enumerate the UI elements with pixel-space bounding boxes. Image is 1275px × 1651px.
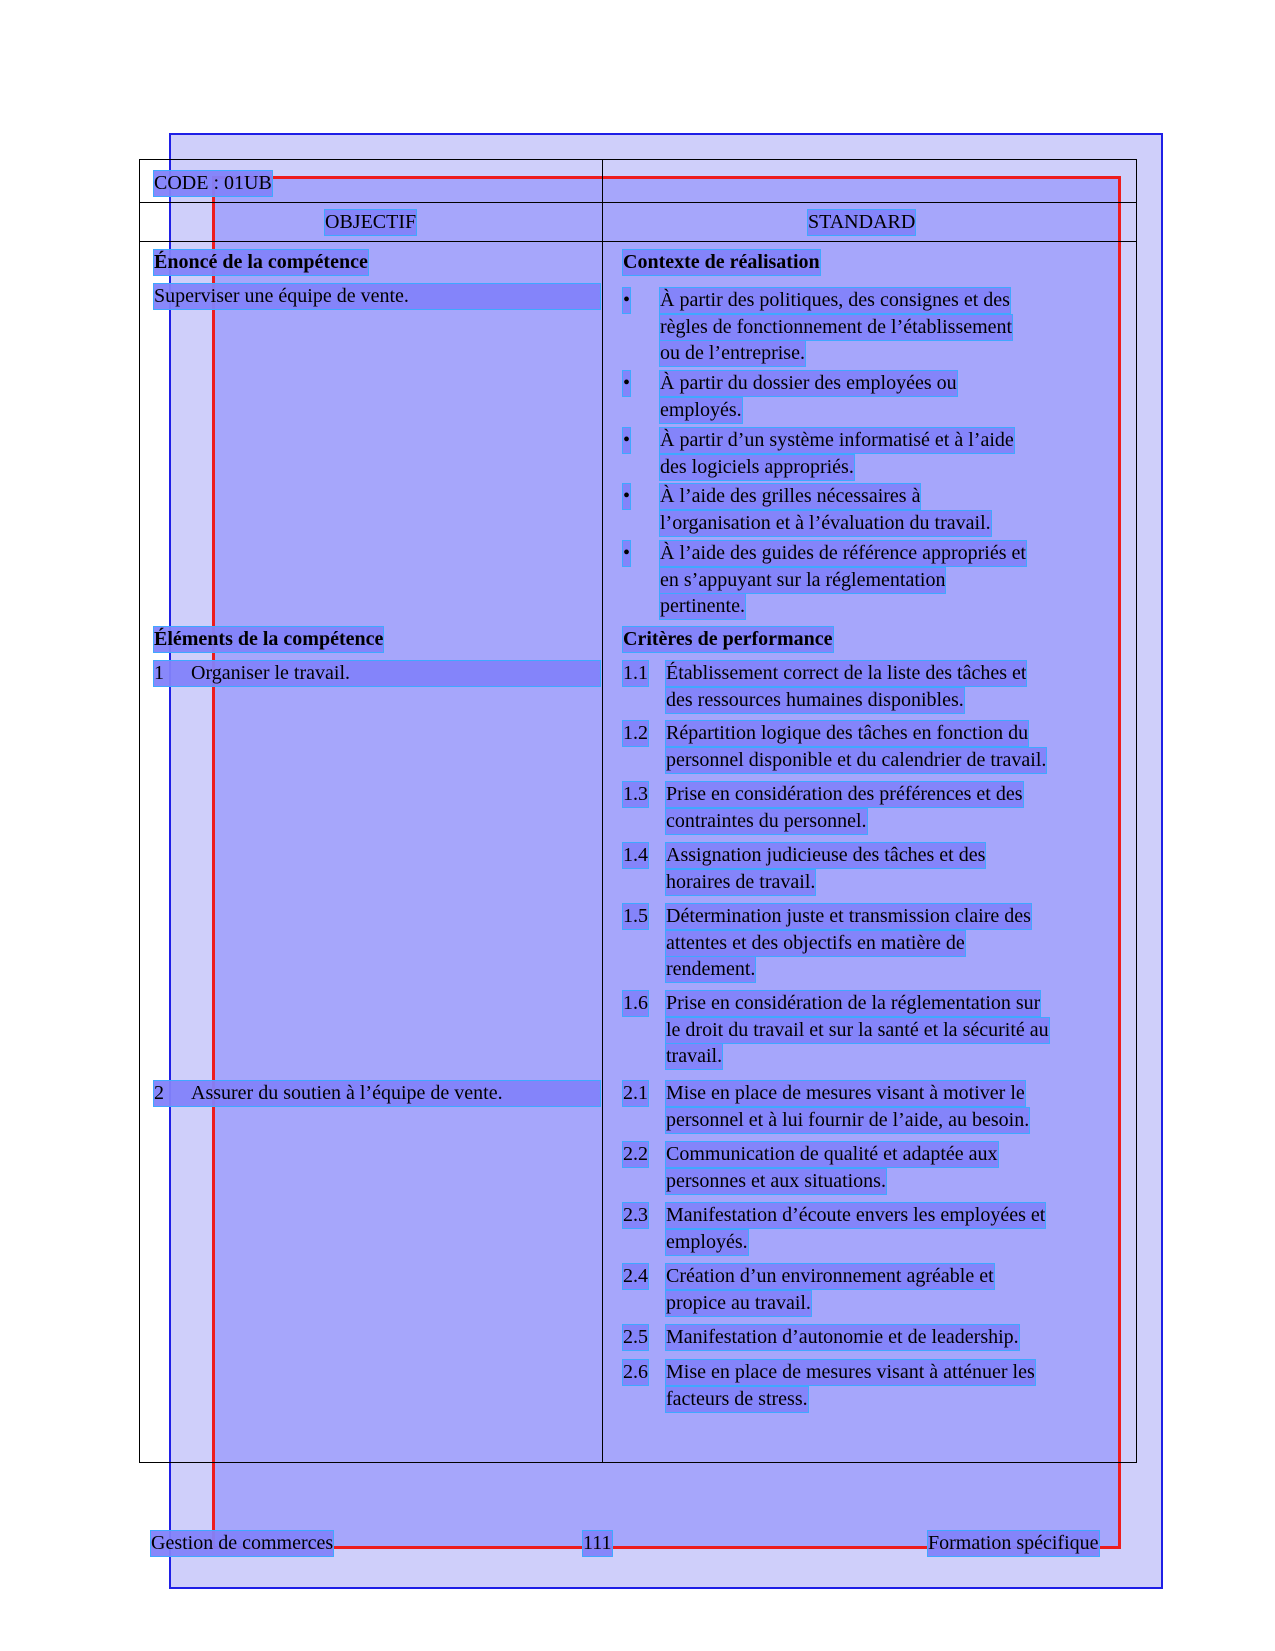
contexte-bullet: •: [623, 542, 631, 564]
contexte-item-line: règles de fonctionnement de l’établissement: [660, 315, 1013, 338]
contexte-item-line: À partir des politiques, des consignes et des: [660, 289, 1010, 311]
footer-right: Formation spécifique: [928, 1532, 1099, 1554]
element-number: 1: [154, 662, 164, 684]
critere-line: Mise en place de mesures visant à motiver le: [666, 1082, 1025, 1104]
contexte-item-line: employés.: [660, 398, 742, 421]
element-text: Organiser le travail.: [191, 662, 351, 684]
critere-line: contraintes du personnel.: [666, 809, 867, 832]
enonce-text: Superviser une équipe de vente.: [154, 284, 600, 309]
critere-number: 2.2: [623, 1143, 648, 1165]
critere-line: Prise en considération de la réglementation sur: [666, 992, 1041, 1014]
critere-line: horaires de travail.: [666, 870, 816, 893]
page-number: 111: [583, 1532, 612, 1554]
contexte-bullet: •: [623, 429, 631, 451]
contexte-item-line: À l’aide des guides de référence appropriés et: [660, 542, 1026, 564]
critere-number: 2.1: [623, 1082, 648, 1104]
critere-line: facteurs de stress.: [666, 1387, 808, 1410]
critere-line: rendement.: [666, 958, 756, 980]
contexte-item-line: À partir du dossier des employées ou: [660, 372, 957, 394]
critere-line: attentes et des objectifs en matière de: [666, 931, 965, 954]
critere-number: 2.5: [623, 1326, 648, 1348]
critere-line: propice au travail.: [666, 1291, 811, 1314]
critere-line: Manifestation d’autonomie et de leadership.: [666, 1326, 1019, 1348]
contexte-bullet: •: [623, 485, 631, 507]
critere-line: Manifestation d’écoute envers les employées et: [666, 1204, 1046, 1226]
critere-number: 1.6: [623, 992, 648, 1014]
contexte-bullet: •: [623, 372, 631, 394]
critere-line: travail.: [666, 1045, 723, 1067]
critere-number: 2.3: [623, 1204, 648, 1226]
contexte-item-line: ou de l’entreprise.: [660, 342, 805, 364]
contexte-item-line: À l’aide des grilles nécessaires à: [660, 485, 921, 507]
critere-line: employés.: [666, 1230, 748, 1253]
contexte-item-line: À partir d’un système informatisé et à l’aide: [660, 429, 1014, 451]
critere-number: 2.6: [623, 1361, 648, 1383]
critere-line: personnel et à lui fournir de l’aide, au besoin.: [666, 1108, 1030, 1131]
contexte-bullet: •: [623, 289, 631, 311]
critere-line: Mise en place de mesures visant à atténuer les: [666, 1361, 1035, 1383]
table-rule-header: [139, 202, 1137, 203]
critere-line: Répartition logique des tâches en fonction du: [666, 722, 1029, 744]
critere-number: 1.1: [623, 662, 648, 684]
enonce-heading: Énoncé de la compétence: [154, 251, 368, 273]
code-label: CODE : 01UB: [154, 172, 272, 194]
table-column-divider: [602, 159, 603, 1463]
contexte-item-line: des logiciels appropriés.: [660, 455, 854, 478]
criteres-heading: Critères de performance: [623, 628, 833, 650]
critere-number: 1.5: [623, 905, 648, 927]
critere-number: 1.4: [623, 844, 648, 866]
critere-line: Assignation judicieuse des tâches et des: [666, 844, 986, 866]
critere-number: 1.2: [623, 722, 648, 744]
standard-title: STANDARD: [808, 211, 916, 233]
critere-line: le droit du travail et sur la santé et la sécurité au: [666, 1018, 1049, 1041]
footer-left: Gestion de commerces: [151, 1532, 334, 1554]
contexte-item-line: en s’appuyant sur la réglementation: [660, 568, 946, 591]
contexte-item-line: l’organisation et à l’évaluation du travail.: [660, 511, 991, 534]
critere-number: 2.4: [623, 1265, 648, 1287]
element-text: Assurer du soutien à l’équipe de vente.: [191, 1082, 503, 1104]
critere-line: des ressources humaines disponibles.: [666, 688, 964, 711]
objectif-title: OBJECTIF: [325, 211, 417, 233]
critere-line: Prise en considération des préférences et des: [666, 783, 1023, 805]
element-row-1: [154, 661, 600, 686]
contexte-item-line: pertinente.: [660, 595, 745, 617]
critere-line: Création d’un environnement agréable et: [666, 1265, 994, 1287]
element-row-2: [154, 1081, 600, 1106]
critere-line: personnel disponible et du calendrier de travail.: [666, 748, 1047, 771]
critere-line: personnes et aux situations.: [666, 1169, 886, 1192]
elements-heading: Éléments de la compétence: [154, 628, 384, 650]
element-number: 2: [154, 1082, 164, 1104]
critere-line: Communication de qualité et adaptée aux: [666, 1143, 998, 1165]
critere-line: Détermination juste et transmission claire des: [666, 905, 1031, 927]
critere-line: Établissement correct de la liste des tâches et: [666, 662, 1027, 684]
critere-number: 1.3: [623, 783, 648, 805]
contexte-heading: Contexte de réalisation: [623, 251, 820, 273]
table-rule-titles: [139, 241, 1137, 242]
